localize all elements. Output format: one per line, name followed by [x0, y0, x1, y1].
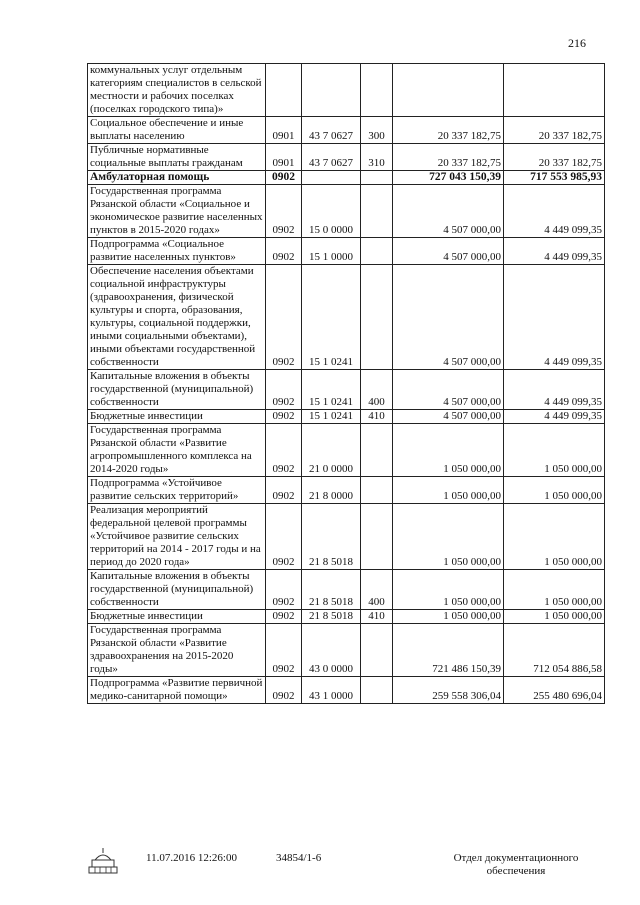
table-row [88, 238, 605, 265]
row-name-cell: Социальное обеспечение и иные выплаты населению [88, 117, 266, 144]
row-section-cell: 0902 [266, 410, 302, 424]
table-row [88, 171, 605, 185]
table-row [88, 610, 605, 624]
row-name-cell: Обеспечение населения объектами социальной инфраструктуры (здравоохранения, физической культуры и спорта, образования, культуры, социальной поддержки, иными социальными объектами), иными объектами государственной собственности [88, 265, 266, 370]
row-section-cell: 0901 [266, 144, 302, 171]
row-target-article-cell: 43 7 0627 [302, 144, 361, 171]
row-expense-type-cell [361, 238, 393, 265]
row-target-article-cell: 21 8 5018 [302, 570, 361, 610]
row-amount-2-cell: 4 449 099,35 [504, 370, 605, 410]
row-amount-2-cell: 255 480 696,04 [504, 677, 605, 704]
row-target-article-cell: 21 8 5018 [302, 610, 361, 624]
row-name-cell: коммунальных услуг отдельным категориям специалистов в сельской местности и рабочих поселках (поселках городского типа)» [88, 64, 266, 117]
row-expense-type-cell: 300 [361, 117, 393, 144]
table-row [88, 117, 605, 144]
table-row [88, 624, 605, 677]
row-name-cell: Капитальные вложения в объекты государственной (муниципальной) собственности [88, 570, 266, 610]
row-target-article-cell: 43 0 0000 [302, 624, 361, 677]
row-expense-type-cell [361, 677, 393, 704]
row-amount-1-cell: 1 050 000,00 [393, 610, 504, 624]
row-amount-1-cell: 20 337 182,75 [393, 117, 504, 144]
row-target-article-cell: 43 1 0000 [302, 677, 361, 704]
row-section-cell: 0902 [266, 171, 302, 185]
row-target-article-cell: 43 7 0627 [302, 117, 361, 144]
row-amount-1-cell: 1 050 000,00 [393, 424, 504, 477]
row-section-cell: 0902 [266, 570, 302, 610]
footer-doc-number: 34854/1-6 [276, 852, 322, 864]
row-section-cell: 0902 [266, 624, 302, 677]
row-name-cell: Государственная программа Рязанской области «Развитие здравоохранения на 2015-2020 годы» [88, 624, 266, 677]
department-line-2: обеспечения [486, 865, 546, 877]
row-section-cell: 0902 [266, 185, 302, 238]
row-amount-1-cell: 4 507 000,00 [393, 265, 504, 370]
row-target-article-cell: 15 1 0000 [302, 238, 361, 265]
row-amount-2-cell: 1 050 000,00 [504, 424, 605, 477]
table-row [88, 265, 605, 370]
budget-table [87, 63, 605, 704]
table-row [88, 370, 605, 410]
row-name-cell: Бюджетные инвестиции [88, 410, 266, 424]
table-row [88, 504, 605, 570]
row-target-article-cell: 15 1 0241 [302, 370, 361, 410]
row-expense-type-cell: 310 [361, 144, 393, 171]
row-amount-1-cell: 4 507 000,00 [393, 185, 504, 238]
row-amount-1-cell: 259 558 306,04 [393, 677, 504, 704]
table-row [88, 570, 605, 610]
row-amount-2-cell: 4 449 099,35 [504, 238, 605, 265]
row-amount-1-cell: 1 050 000,00 [393, 570, 504, 610]
row-section-cell: 0902 [266, 610, 302, 624]
row-expense-type-cell [361, 64, 393, 117]
row-section-cell: 0902 [266, 424, 302, 477]
row-amount-2-cell: 1 050 000,00 [504, 477, 605, 504]
row-section-cell: 0902 [266, 370, 302, 410]
row-section-cell: 0901 [266, 117, 302, 144]
row-expense-type-cell [361, 424, 393, 477]
row-amount-2-cell: 1 050 000,00 [504, 570, 605, 610]
row-expense-type-cell: 400 [361, 570, 393, 610]
row-name-cell: Подпрограмма «Устойчивое развитие сельских территорий» [88, 477, 266, 504]
page-number: 216 [568, 36, 586, 50]
row-amount-1-cell: 727 043 150,39 [393, 171, 504, 185]
row-target-article-cell: 21 8 0000 [302, 477, 361, 504]
table-row [88, 477, 605, 504]
row-expense-type-cell [361, 477, 393, 504]
row-amount-1-cell: 1 050 000,00 [393, 504, 504, 570]
row-amount-1-cell: 1 050 000,00 [393, 477, 504, 504]
row-amount-2-cell: 20 337 182,75 [504, 144, 605, 171]
table-row [88, 424, 605, 477]
row-target-article-cell [302, 64, 361, 117]
row-amount-1-cell: 4 507 000,00 [393, 238, 504, 265]
row-name-cell: Государственная программа Рязанской области «Социальное и экономическое развитие населенных пунктов в 2015-2020 годах» [88, 185, 266, 238]
row-name-cell: Реализация мероприятий федеральной целевой программы «Устойчивое развитие сельских территорий на 2014 - 2017 годы и на период до 2020 года» [88, 504, 266, 570]
row-name-cell: Капитальные вложения в объекты государственной (муниципальной) собственности [88, 370, 266, 410]
footer-department [436, 852, 596, 878]
row-amount-1-cell: 4 507 000,00 [393, 410, 504, 424]
row-target-article-cell: 15 0 0000 [302, 185, 361, 238]
row-section-cell: 0902 [266, 477, 302, 504]
row-amount-2-cell: 717 553 985,93 [504, 171, 605, 185]
row-section-cell: 0902 [266, 504, 302, 570]
row-target-article-cell: 21 0 0000 [302, 424, 361, 477]
row-expense-type-cell [361, 624, 393, 677]
row-amount-2-cell: 4 449 099,35 [504, 410, 605, 424]
row-target-article-cell: 15 1 0241 [302, 410, 361, 424]
row-name-cell: Государственная программа Рязанской области «Развитие агропромышленного комплекса на 2014-2020 годы» [88, 424, 266, 477]
table-row [88, 144, 605, 171]
table-row [88, 410, 605, 424]
row-expense-type-cell [361, 171, 393, 185]
row-amount-2-cell: 712 054 886,58 [504, 624, 605, 677]
row-amount-2-cell: 20 337 182,75 [504, 117, 605, 144]
row-amount-2-cell: 4 449 099,35 [504, 185, 605, 238]
row-target-article-cell [302, 171, 361, 185]
table-row [88, 64, 605, 117]
row-name-cell: Бюджетные инвестиции [88, 610, 266, 624]
row-expense-type-cell: 410 [361, 410, 393, 424]
row-name-cell: Амбулаторная помощь [88, 171, 266, 185]
row-expense-type-cell [361, 265, 393, 370]
row-amount-1-cell: 721 486 150,39 [393, 624, 504, 677]
table-row [88, 185, 605, 238]
row-amount-1-cell [393, 64, 504, 117]
row-expense-type-cell: 400 [361, 370, 393, 410]
footer-datetime: 11.07.2016 12:26:00 [146, 852, 237, 864]
table-row [88, 677, 605, 704]
row-section-cell: 0902 [266, 265, 302, 370]
row-amount-2-cell: 1 050 000,00 [504, 610, 605, 624]
row-section-cell: 0902 [266, 238, 302, 265]
row-target-article-cell: 21 8 5018 [302, 504, 361, 570]
row-amount-1-cell: 4 507 000,00 [393, 370, 504, 410]
row-name-cell: Подпрограмма «Развитие первичной медико-санитарной помощи» [88, 677, 266, 704]
row-expense-type-cell [361, 185, 393, 238]
row-amount-1-cell: 20 337 182,75 [393, 144, 504, 171]
row-expense-type-cell [361, 504, 393, 570]
row-target-article-cell: 15 1 0241 [302, 265, 361, 370]
row-amount-2-cell: 1 050 000,00 [504, 504, 605, 570]
department-line-1: Отдел документационного [453, 852, 579, 864]
row-amount-2-cell [504, 64, 605, 117]
row-name-cell: Публичные нормативные социальные выплаты гражданам [88, 144, 266, 171]
row-name-cell: Подпрограмма «Социальное развитие населенных пунктов» [88, 238, 266, 265]
duma-logo-icon [86, 847, 120, 877]
row-amount-2-cell: 4 449 099,35 [504, 265, 605, 370]
row-expense-type-cell: 410 [361, 610, 393, 624]
row-section-cell: 0902 [266, 677, 302, 704]
row-section-cell [266, 64, 302, 117]
